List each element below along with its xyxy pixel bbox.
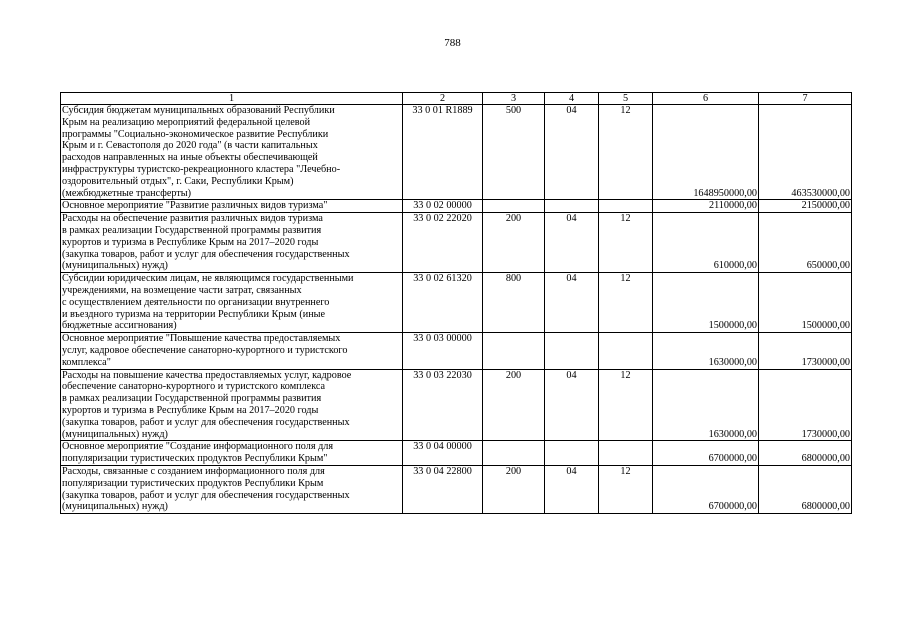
amount-2020-cell: 6800000,00 — [759, 465, 852, 513]
amount-2019-cell: 6700000,00 — [653, 441, 759, 466]
table-row — [61, 369, 852, 441]
item-name-cell: Расходы на обеспечение развития различных видов туризма в рамках реализации Государственной программы развития курортов и туризма в Республике Крым на 2017–2020 годы (закупка товаров, работ и услуг для обеспечения государственных (муниципальных) нужд) — [61, 213, 403, 273]
amount-2020-cell: 2150000,00 — [759, 200, 852, 213]
subsection-cell — [599, 200, 653, 213]
table-row — [61, 441, 852, 466]
expense-type-cell — [483, 441, 545, 466]
target-code-cell: 33 0 03 00000 — [403, 333, 483, 369]
header-cell: 2 — [403, 93, 483, 105]
header-cell: 1 — [61, 93, 403, 105]
amount-2019-cell: 6700000,00 — [653, 465, 759, 513]
subsection-cell: 12 — [599, 213, 653, 273]
section-cell: 04 — [545, 273, 599, 333]
subsection-cell: 12 — [599, 369, 653, 441]
item-name-cell: Субсидии юридическим лицам, не являющимся государственными учреждениями, на возмещение части затрат, связанных с осуществлением деятельности по организации внутреннего и въездного туризма на территории Республики Крым (иные бюджетные ассигнования) — [61, 273, 403, 333]
amount-2019-cell: 1648950000,00 — [653, 105, 759, 200]
target-code-cell: 33 0 01 R1889 — [403, 105, 483, 200]
amount-2019-cell: 1630000,00 — [653, 333, 759, 369]
target-code-cell: 33 0 02 22020 — [403, 213, 483, 273]
amount-2020-cell: 1730000,00 — [759, 333, 852, 369]
table-row — [61, 213, 852, 273]
item-name-cell: Субсидия бюджетам муниципальных образований Республики Крым на реализацию мероприятий федеральной целевой программы "Социально-экономическое развитие Республики Крым и г. Севастополя до 2020 года" (в части капитальных расходов направленных на иные объекты обеспечивающей инфраструктуры туристско-рекреационного кластера "Лечебно- оздоровительный отдых", г. Саки, Республики Крым) (межбюджетные трансферты) — [61, 105, 403, 200]
expense-type-cell: 500 — [483, 105, 545, 200]
subsection-cell — [599, 441, 653, 466]
target-code-cell: 33 0 02 00000 — [403, 200, 483, 213]
expense-type-cell: 200 — [483, 213, 545, 273]
table-row — [61, 200, 852, 213]
target-code-cell: 33 0 04 00000 — [403, 441, 483, 466]
section-cell: 04 — [545, 105, 599, 200]
amount-2020-cell: 6800000,00 — [759, 441, 852, 466]
subsection-cell — [599, 333, 653, 369]
table-row — [61, 333, 852, 369]
expense-type-cell: 800 — [483, 273, 545, 333]
item-name-cell: Основное мероприятие "Развитие различных видов туризма" — [61, 200, 403, 213]
amount-2020-cell: 1730000,00 — [759, 369, 852, 441]
table-row — [61, 465, 852, 513]
amount-2020-cell: 463530000,00 — [759, 105, 852, 200]
amount-2019-cell: 610000,00 — [653, 213, 759, 273]
item-name-cell: Основное мероприятие "Создание информационного поля для популяризации туристических продуктов Республики Крым" — [61, 441, 403, 466]
section-cell: 04 — [545, 369, 599, 441]
header-row — [61, 93, 852, 105]
table-row — [61, 273, 852, 333]
item-name-cell: Основное мероприятие "Повышение качества предоставляемых услуг, кадровое обеспечение санаторно-курортного и туристского комплекса" — [61, 333, 403, 369]
header-cell: 4 — [545, 93, 599, 105]
section-cell: 04 — [545, 465, 599, 513]
expense-type-cell — [483, 200, 545, 213]
section-cell — [545, 441, 599, 466]
table-row — [61, 105, 852, 200]
target-code-cell: 33 0 04 22800 — [403, 465, 483, 513]
header-cell: 5 — [599, 93, 653, 105]
subsection-cell: 12 — [599, 465, 653, 513]
target-code-cell: 33 0 02 61320 — [403, 273, 483, 333]
amount-2019-cell: 1500000,00 — [653, 273, 759, 333]
item-name-cell: Расходы, связанные с созданием информационного поля для популяризации туристических продуктов Республики Крым (закупка товаров, работ и услуг для обеспечения государственных (муниципальных) нужд) — [61, 465, 403, 513]
budget-table — [60, 92, 852, 514]
page-number: 788 — [444, 37, 461, 49]
subsection-cell: 12 — [599, 105, 653, 200]
amount-2019-cell: 1630000,00 — [653, 369, 759, 441]
amount-2019-cell: 2110000,00 — [653, 200, 759, 213]
amount-2020-cell: 1500000,00 — [759, 273, 852, 333]
header-cell: 3 — [483, 93, 545, 105]
item-name-cell: Расходы на повышение качества предоставляемых услуг, кадровое обеспечение санаторно-курортного и туристского комплекса в рамках реализации Государственной программы развития курортов и туризма в Республике Крым на 2017–2020 годы (закупка товаров, работ и услуг для обеспечения государственных (муниципальных) нужд) — [61, 369, 403, 441]
expense-type-cell — [483, 333, 545, 369]
section-cell — [545, 200, 599, 213]
header-cell: 7 — [759, 93, 852, 105]
section-cell: 04 — [545, 213, 599, 273]
target-code-cell: 33 0 03 22030 — [403, 369, 483, 441]
expense-type-cell: 200 — [483, 465, 545, 513]
amount-2020-cell: 650000,00 — [759, 213, 852, 273]
expense-type-cell: 200 — [483, 369, 545, 441]
section-cell — [545, 333, 599, 369]
subsection-cell: 12 — [599, 273, 653, 333]
header-cell: 6 — [653, 93, 759, 105]
